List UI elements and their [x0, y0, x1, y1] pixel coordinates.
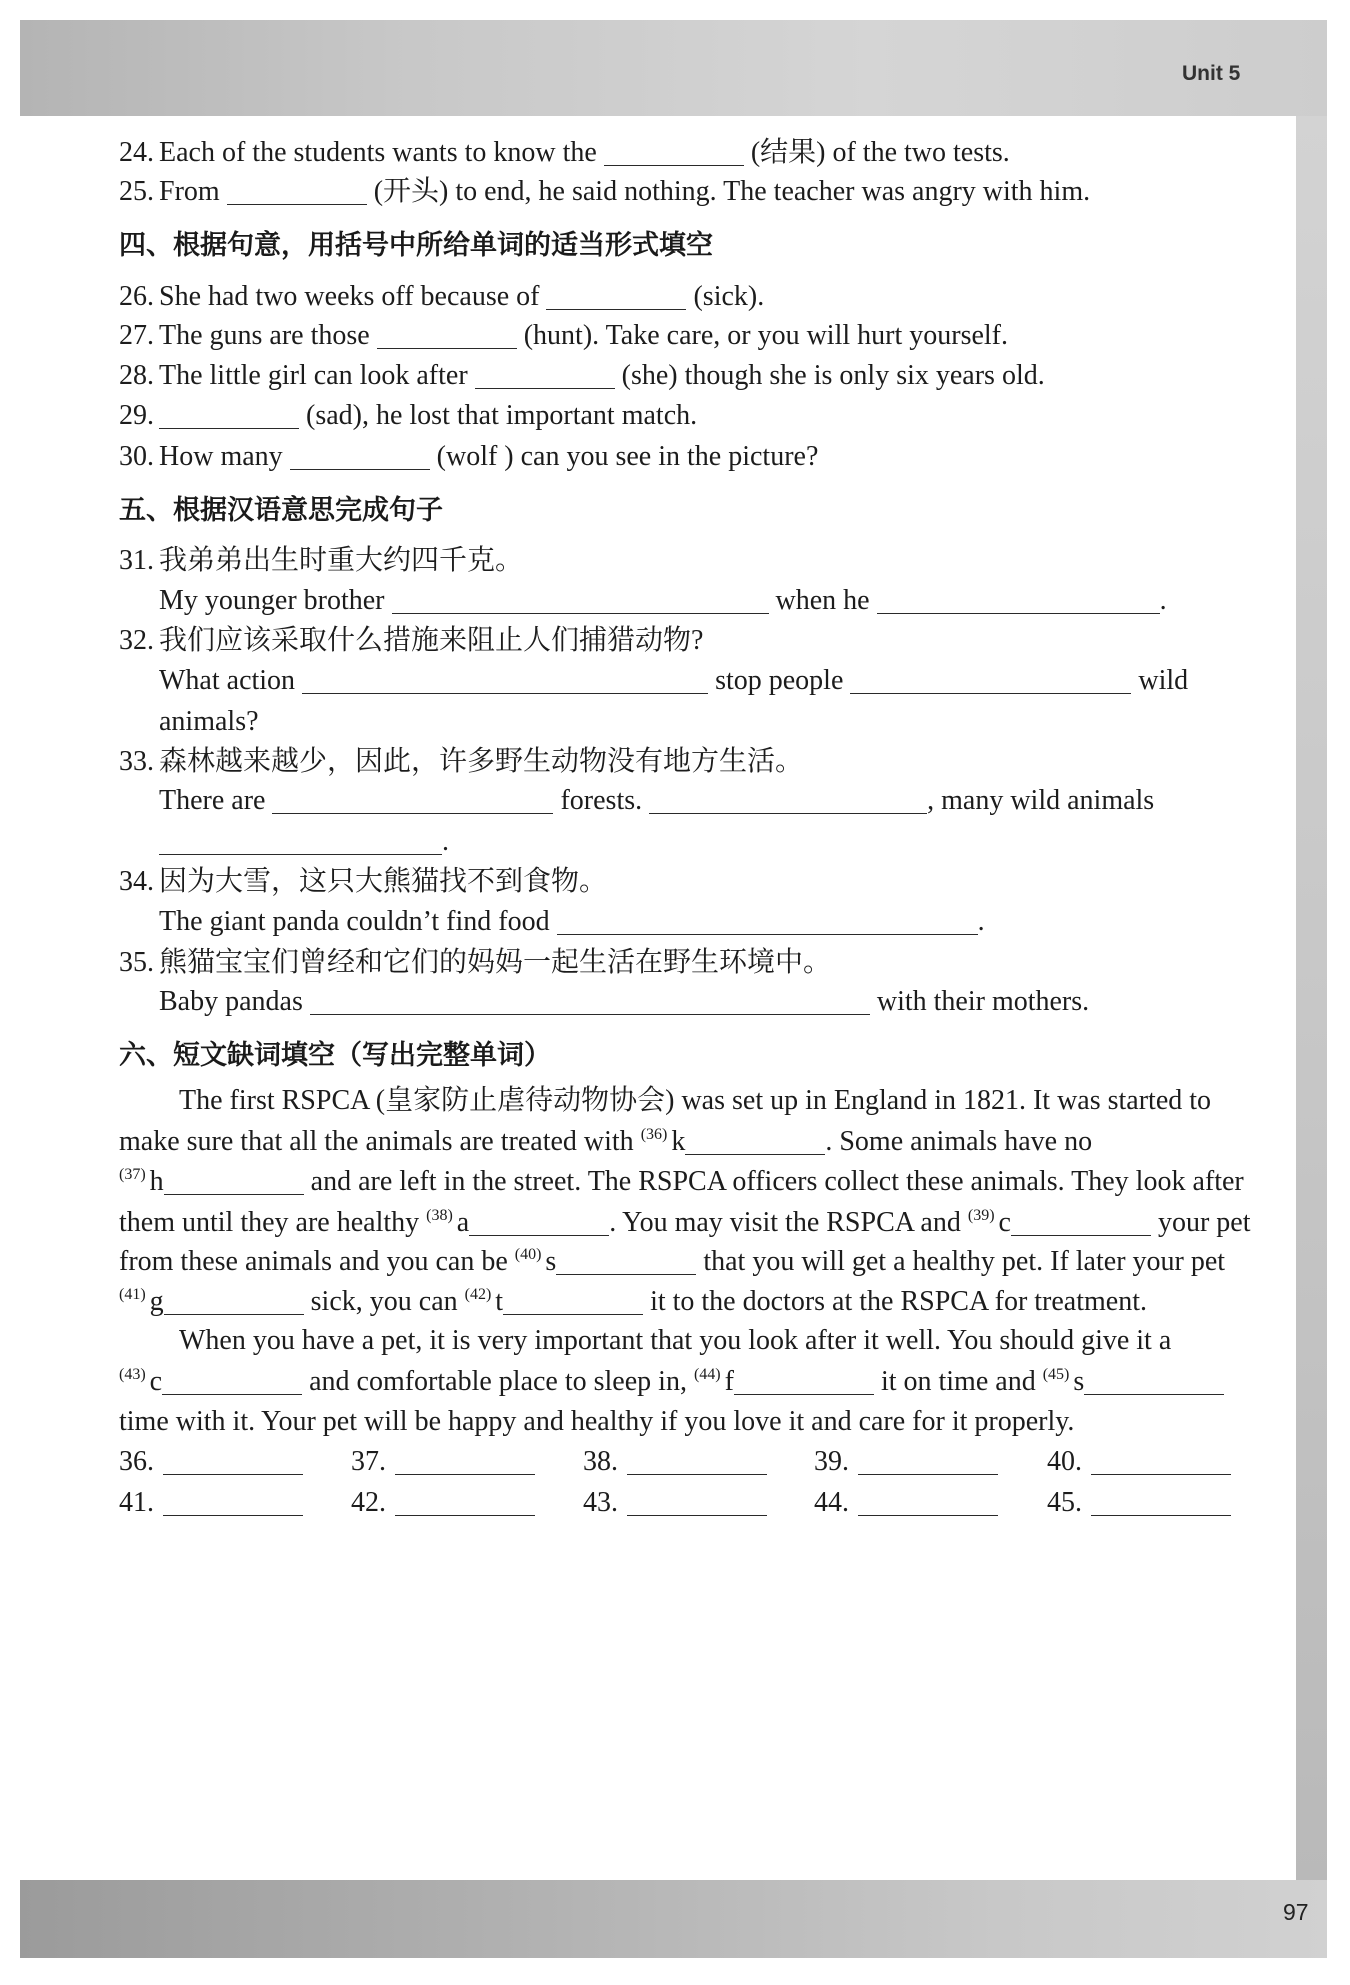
question-number: 26.: [119, 281, 154, 312]
sentence-text: , many wild animals: [927, 785, 1155, 816]
question-24: [119, 133, 1010, 173]
sentence-text: The giant panda couldn’t find food: [159, 906, 550, 937]
question-32-chinese: [119, 621, 703, 661]
answer-blank: [604, 147, 744, 166]
answer-blank: [159, 410, 299, 429]
answer-blank: [685, 1136, 825, 1155]
question-number: 35.: [119, 947, 154, 978]
section-5-title: 五、根据汉语意思完成句子: [119, 495, 443, 526]
answer-label: 45.: [1047, 1487, 1082, 1518]
question-27: [119, 316, 1008, 356]
clue-number: (36): [640, 1126, 668, 1143]
answer-label: 36.: [119, 1446, 154, 1477]
chinese-prompt: 我们应该采取什么措施来阻止人们捕猎动物?: [159, 625, 704, 656]
sentence-text: forests.: [560, 785, 643, 816]
question-text: (hunt). Take care, or you will hurt yourself.: [523, 320, 1008, 351]
clue-number: (40): [514, 1246, 542, 1263]
answer-item-39: [814, 1442, 998, 1482]
answer-blank: [1091, 1497, 1231, 1516]
clue-number: (41): [119, 1286, 146, 1303]
passage-line: [119, 1362, 1224, 1402]
question-32-english-cont: [159, 702, 259, 742]
passage-text: it on time and: [880, 1366, 1036, 1397]
section-4-title: 四、根据句意，用括号中所给单词的适当形式填空: [119, 230, 713, 261]
question-number: 25.: [119, 176, 154, 207]
sentence-text: stop people: [715, 665, 844, 696]
answer-blank: [858, 1456, 998, 1475]
answer-label: 41.: [119, 1487, 154, 1518]
question-31-chinese: [119, 541, 523, 581]
question-number: 34.: [119, 866, 154, 897]
question-number: 27.: [119, 320, 154, 351]
question-text: From: [159, 176, 220, 207]
answer-label: 39.: [814, 1446, 849, 1477]
answer-blank: [310, 996, 870, 1015]
chinese-prompt: 我弟弟出生时重大约四千克。: [159, 545, 524, 576]
answer-blank: [377, 330, 517, 349]
clue-letter: f: [724, 1366, 734, 1397]
answer-item-37: [351, 1442, 535, 1482]
clue-letter: t: [495, 1286, 504, 1317]
passage-line: [119, 1162, 1244, 1202]
question-34-chinese: [119, 862, 607, 902]
question-34-english: [159, 902, 985, 942]
sentence-text: .: [977, 906, 985, 937]
question-number: 24.: [119, 137, 154, 168]
sentence-text: .: [1159, 585, 1167, 616]
sentence-text: with their mothers.: [876, 986, 1090, 1017]
answer-blank: [877, 595, 1160, 614]
answer-blank: [858, 1497, 998, 1516]
question-text: (sad), he lost that important match.: [306, 400, 698, 431]
question-text: She had two weeks off because of: [159, 281, 540, 312]
sentence-text: My younger brother: [159, 585, 385, 616]
sentence-text: .: [442, 826, 449, 857]
passage-line: [119, 1122, 1092, 1162]
passage-text: and comfortable place to sleep in,: [309, 1366, 687, 1397]
answer-blank: [475, 370, 615, 389]
question-33-english: [159, 781, 1154, 821]
question-text: The little girl can look after: [159, 360, 468, 391]
chinese-prompt: 因为大雪，这只大熊猫找不到食物。: [159, 866, 608, 897]
answer-label: 44.: [814, 1487, 849, 1518]
question-number: 32.: [119, 625, 154, 656]
answer-blank: [159, 836, 442, 855]
clue-number: (44): [693, 1366, 721, 1383]
answer-blank: [1011, 1217, 1151, 1236]
question-26: [119, 277, 764, 317]
page-number: 97: [1283, 1899, 1309, 1925]
question-28: [119, 356, 1045, 396]
passage-text: make sure that all the animals are treated with: [119, 1126, 634, 1157]
clue-letter: c: [149, 1366, 163, 1397]
sentence-text: Baby pandas: [159, 986, 303, 1017]
question-text: The guns are those: [159, 320, 370, 351]
clue-number: (45): [1042, 1366, 1070, 1383]
section-6-title: 六、短文缺词填空（写出完整单词）: [119, 1040, 551, 1071]
passage-text: them until they are healthy: [119, 1207, 420, 1238]
clue-number: (42): [464, 1286, 492, 1303]
clue-letter: k: [671, 1126, 686, 1157]
answer-item-41: [119, 1483, 303, 1523]
answer-label: 37.: [351, 1446, 386, 1477]
clue-letter: s: [1073, 1366, 1085, 1397]
scan-footer-band: [20, 1880, 1327, 1958]
passage-line: [119, 1242, 1225, 1282]
sentence-text: animals?: [159, 706, 259, 737]
question-text: (结果) of the two tests.: [750, 137, 1010, 168]
answer-label: 42.: [351, 1487, 386, 1518]
passage-text: . You may visit the RSPCA and: [609, 1207, 961, 1238]
scan-right-edge: [1296, 116, 1327, 1880]
clue-letter: g: [149, 1286, 164, 1317]
answer-label: 38.: [583, 1446, 618, 1477]
question-25: [119, 172, 1090, 212]
passage-text: . Some animals have no: [825, 1126, 1093, 1157]
passage-line: [179, 1081, 1211, 1121]
passage-text: your pet: [1157, 1207, 1251, 1238]
question-number: 33.: [119, 746, 154, 777]
passage-text: from these animals and you can be: [119, 1246, 508, 1277]
sentence-text: when he: [775, 585, 870, 616]
sentence-text: There are: [159, 785, 266, 816]
clue-number: (37): [119, 1166, 146, 1183]
clue-letter: s: [545, 1246, 557, 1277]
question-number: 30.: [119, 441, 154, 472]
answer-blank: [302, 675, 708, 694]
answer-blank: [1084, 1376, 1224, 1395]
clue-number: (39): [967, 1207, 995, 1224]
question-29: [119, 396, 697, 436]
question-text: (she) though she is only six years old.: [621, 360, 1045, 391]
answer-blank: [649, 795, 927, 814]
question-text: Each of the students wants to know the: [159, 137, 597, 168]
passage-text: sick, you can: [310, 1286, 458, 1317]
answer-blank: [503, 1296, 643, 1315]
question-35-chinese: [119, 943, 831, 983]
answer-blank: [850, 675, 1131, 694]
answer-item-43: [583, 1483, 767, 1523]
passage-line: [119, 1282, 1147, 1322]
answer-item-40: [1047, 1442, 1231, 1482]
answer-item-44: [814, 1483, 998, 1523]
clue-letter: c: [998, 1207, 1011, 1238]
answer-blank: [557, 916, 978, 935]
passage-text: The first RSPCA (皇家防止虐待动物协会) was set up in England in 1821. It was started to: [179, 1085, 1212, 1116]
answer-blank: [227, 186, 367, 205]
passage-text: time with it. Your pet will be happy and healthy if you love it and care for it properly.: [119, 1406, 1075, 1437]
passage-text: When you have a pet, it is very important that you look after it well. You should give it a: [179, 1325, 1172, 1356]
sentence-text: wild: [1138, 665, 1189, 696]
question-text: (开头) to end, he said nothing. The teacher was angry with him.: [373, 176, 1091, 207]
chinese-prompt: 森林越来越少，因此，许多野生动物没有地方生活。: [159, 746, 804, 777]
answer-blank: [163, 1497, 303, 1516]
passage-line: [119, 1203, 1250, 1243]
answer-blank: [164, 1176, 304, 1195]
unit-label: Unit 5: [1182, 62, 1241, 85]
scan-header-band: [20, 20, 1327, 116]
question-35-english: [159, 982, 1089, 1022]
answer-blank: [162, 1376, 302, 1395]
answer-blank: [272, 795, 553, 814]
question-32-english: [159, 661, 1188, 701]
question-33-chinese: [119, 742, 803, 782]
question-number: 28.: [119, 360, 154, 391]
answer-blank: [627, 1456, 767, 1475]
question-31-english: [159, 581, 1167, 621]
passage-text: it to the doctors at the RSPCA for treatment.: [650, 1286, 1147, 1317]
passage-text: and are left in the street. The RSPCA officers collect these animals. They look after: [310, 1166, 1244, 1197]
answer-blank: [163, 1456, 303, 1475]
answer-item-45: [1047, 1483, 1231, 1523]
answer-item-36: [119, 1442, 303, 1482]
passage-text: that you will get a healthy pet. If later your pet: [703, 1246, 1226, 1277]
answer-blank: [164, 1296, 304, 1315]
answer-blank: [546, 291, 686, 310]
answer-blank: [734, 1376, 874, 1395]
answer-blank: [395, 1497, 535, 1516]
question-30: [119, 437, 818, 477]
question-text: (sick).: [693, 281, 765, 312]
sentence-text: What action: [159, 665, 296, 696]
clue-number: (43): [119, 1366, 146, 1383]
answer-blank: [290, 451, 430, 470]
answer-label: 40.: [1047, 1446, 1082, 1477]
answer-label: 43.: [583, 1487, 618, 1518]
answer-blank: [1091, 1456, 1231, 1475]
answer-blank: [395, 1456, 535, 1475]
question-text: (wolf ) can you see in the picture?: [436, 441, 819, 472]
clue-letter: a: [456, 1207, 470, 1238]
answer-item-38: [583, 1442, 767, 1482]
clue-number: (38): [426, 1207, 453, 1224]
answer-blank: [556, 1256, 696, 1275]
passage-line: [179, 1321, 1171, 1361]
question-number: 31.: [119, 545, 154, 576]
answer-blank: [627, 1497, 767, 1516]
answer-blank: [469, 1217, 609, 1236]
passage-line: [119, 1402, 1074, 1442]
clue-letter: h: [149, 1166, 164, 1197]
question-text: How many: [159, 441, 283, 472]
question-33-english-cont: [159, 822, 449, 862]
chinese-prompt: 熊猫宝宝们曾经和它们的妈妈一起生活在野生环境中。: [159, 947, 832, 978]
answer-blank: [392, 595, 769, 614]
answer-item-42: [351, 1483, 535, 1523]
question-number: 29.: [119, 400, 154, 431]
